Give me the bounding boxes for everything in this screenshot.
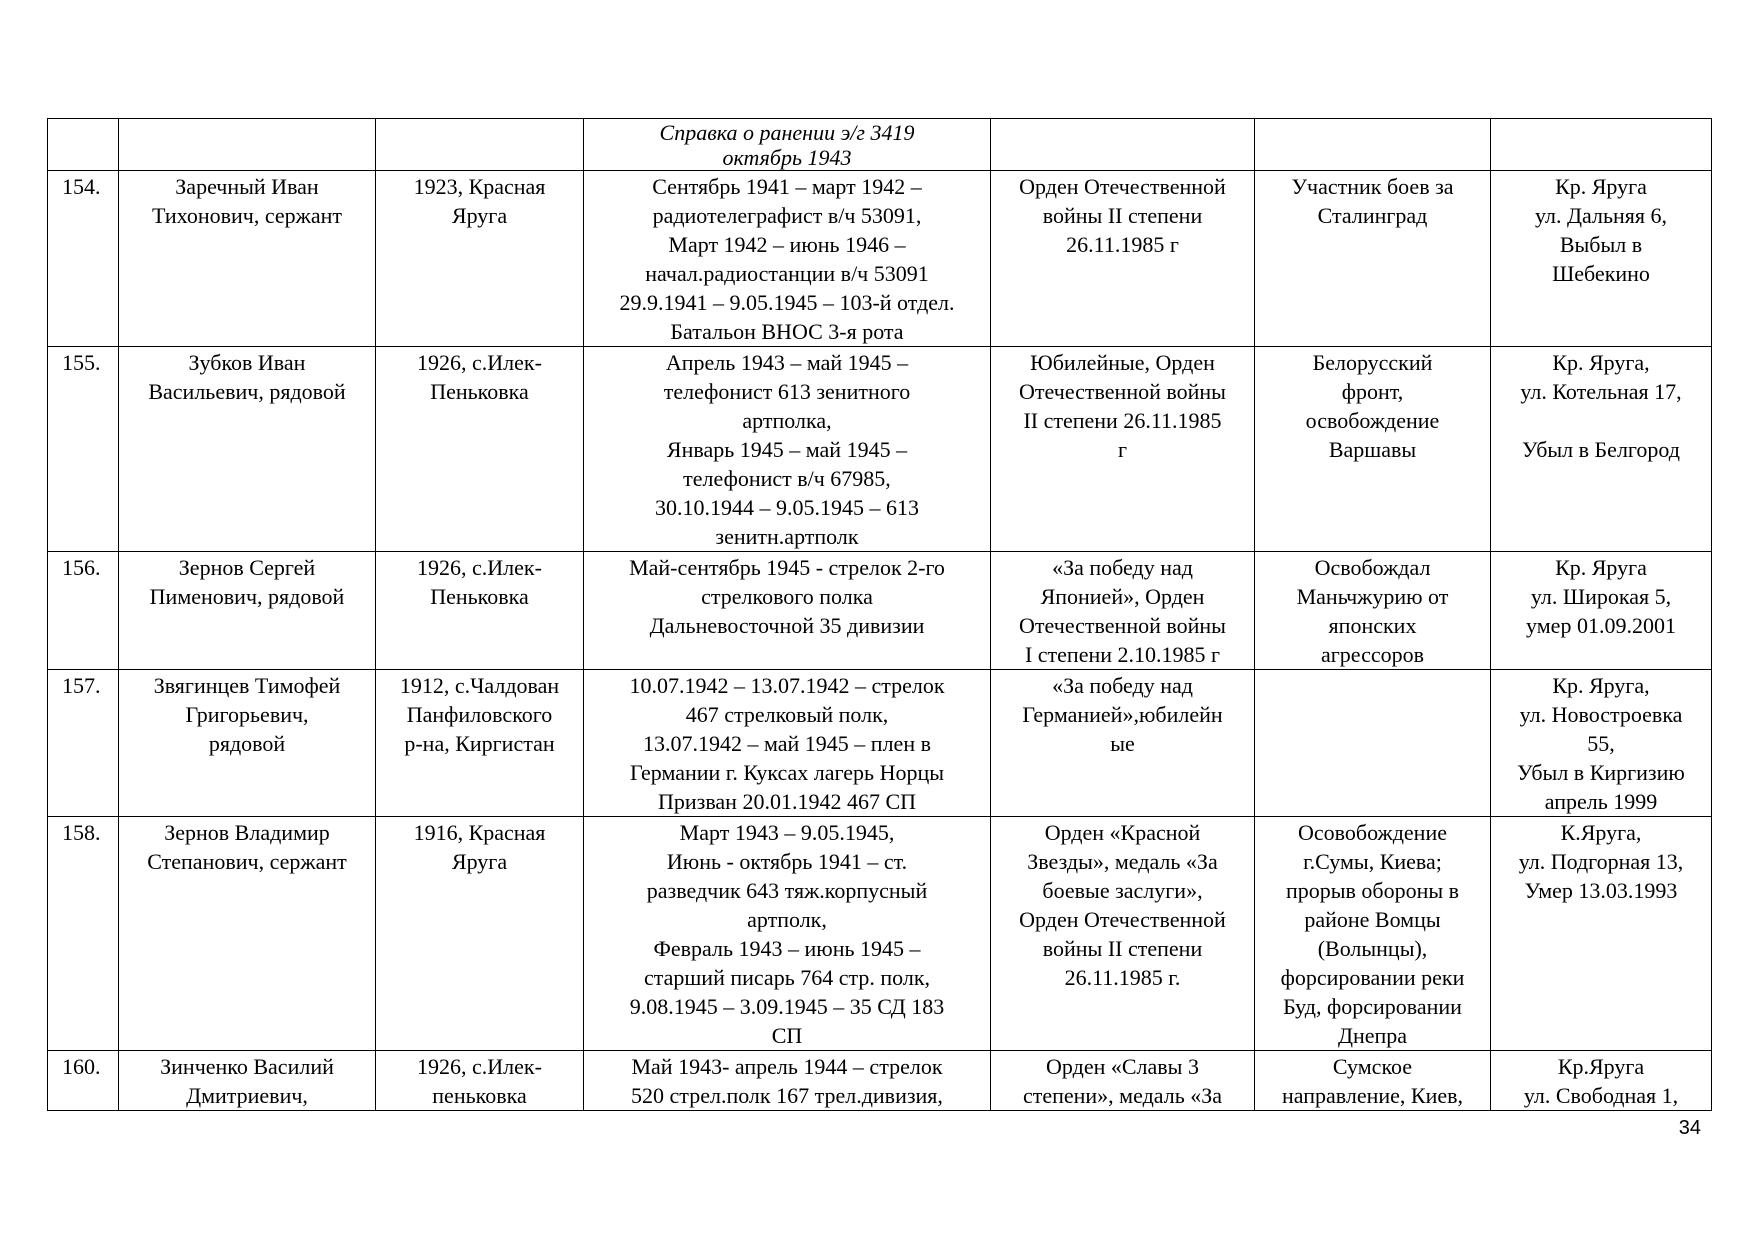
cell-battles xyxy=(1255,817,1491,1051)
cell-service xyxy=(584,1051,991,1111)
birth-line: Пеньковка xyxy=(430,584,529,609)
service-line: артполка, xyxy=(742,408,832,433)
cell-awards xyxy=(991,171,1255,347)
table-row-continuation xyxy=(48,119,1712,171)
battles-line: Белорусский xyxy=(1312,350,1433,375)
battles-line: Буд, форсировании xyxy=(1283,994,1462,1019)
veterans-table xyxy=(47,118,1712,1111)
birth-line: Пеньковка xyxy=(430,379,529,404)
cell-name xyxy=(119,171,376,347)
cell-battles xyxy=(1255,171,1491,347)
cell-battles xyxy=(1255,670,1491,817)
service-line: Дальневосточной 35 дивизии xyxy=(649,613,925,638)
battles-line: форсировании реки xyxy=(1280,965,1465,990)
cell-address xyxy=(1491,552,1712,670)
service-line: Март 1943 – 9.05.1945, xyxy=(679,820,895,845)
address-line: К.Яруга, xyxy=(1560,820,1642,845)
name-line: Звягинцев Тимофей xyxy=(153,673,341,698)
address-line: Убыл в Киргизию xyxy=(1517,760,1685,785)
service-line: телефонист в/ч 67985, xyxy=(683,466,891,491)
awards-line: Японией», Орден xyxy=(1040,584,1205,609)
address-line: Выбыл в xyxy=(1559,232,1643,257)
battles-line: направление, Киев, xyxy=(1281,1083,1464,1108)
battles-line: Варшавы xyxy=(1328,437,1417,462)
cell-awards xyxy=(991,347,1255,552)
cell-address xyxy=(1491,171,1712,347)
address-line: Кр.Яруга xyxy=(1557,1054,1645,1079)
address-line xyxy=(1496,406,1706,435)
cell-service-note xyxy=(584,119,991,171)
table-row xyxy=(48,171,1712,347)
service-line: Февраль 1943 – июнь 1945 – xyxy=(653,936,921,961)
service-line: 467 стрелковый полк, xyxy=(685,702,889,727)
address-line: Кр. Яруга xyxy=(1555,174,1647,199)
table-row xyxy=(48,1051,1712,1111)
awards-line: I степени 2.10.1985 г xyxy=(1024,642,1221,667)
service-line: 13.07.1942 – май 1945 – плен в xyxy=(643,731,931,756)
table-row xyxy=(48,670,1712,817)
cell-service xyxy=(584,552,991,670)
table-body xyxy=(48,119,1712,1111)
address-line: Умер 13.03.1993 xyxy=(1524,878,1678,903)
battles-line: Сумское xyxy=(1332,1054,1413,1079)
cell-address xyxy=(1491,347,1712,552)
cell-num: 156. xyxy=(48,552,119,670)
service-line: Апрель 1943 – май 1945 – xyxy=(665,350,909,375)
name-line: Заречный Иван xyxy=(175,174,319,199)
cell-battles xyxy=(1255,552,1491,670)
cell-battles xyxy=(1255,1051,1491,1111)
service-line: Сентябрь 1941 – март 1942 – xyxy=(652,174,922,199)
address-line: Шебекино xyxy=(1552,261,1650,286)
service-line: Призван 20.01.1942 467 СП xyxy=(657,789,917,814)
service-line: Германии г. Куксах лагерь Норцы xyxy=(629,760,945,785)
cell-num: 157. xyxy=(48,670,119,817)
cell-battles xyxy=(1255,119,1491,171)
cell-birth xyxy=(376,817,584,1051)
table-row xyxy=(48,817,1712,1051)
awards-line: боевые заслуги», xyxy=(1042,878,1203,903)
awards-line: Германией»,юбилейн xyxy=(1022,702,1223,727)
birth-line: р-на, Киргистан xyxy=(404,731,555,756)
awards-line: ые xyxy=(1110,731,1135,756)
cell-birth xyxy=(376,119,584,171)
address-line: ул. Новостроевка xyxy=(1519,702,1683,727)
battles-line: фронт, xyxy=(1341,379,1404,404)
battles-line: г.Сумы, Киева; xyxy=(1303,849,1442,874)
awards-line: Орден Отечественной xyxy=(1019,174,1226,199)
awards-line: г xyxy=(1117,437,1128,462)
battles-line: прорыв обороны в xyxy=(1285,878,1460,903)
cell-service xyxy=(584,171,991,347)
cell-name xyxy=(119,817,376,1051)
battles-line: районе Вомцы xyxy=(1304,907,1441,932)
cell-birth xyxy=(376,347,584,552)
service-line: Батальон ВНОС 3-я рота xyxy=(670,319,904,344)
address-line: ул. Котельная 17, xyxy=(1520,379,1682,404)
cell-address xyxy=(1491,119,1712,171)
battles-line: Освобождал xyxy=(1314,555,1431,580)
address-line: апрель 1999 xyxy=(1544,789,1658,814)
cell-num xyxy=(48,119,119,171)
awards-line: Отечественной войны xyxy=(1019,613,1226,638)
service-line: 520 стрел.полк 167 трел.дивизия, xyxy=(631,1083,943,1108)
address-line: Кр. Яруга xyxy=(1555,555,1647,580)
service-line: Июнь - октябрь 1941 – ст. xyxy=(666,849,908,874)
birth-line: пеньковка xyxy=(432,1083,527,1108)
cell-awards xyxy=(991,817,1255,1051)
awards-line: войны II степени xyxy=(1042,936,1203,961)
name-line: Пименович, рядовой xyxy=(149,584,345,609)
address-line: Убыл в Белгород xyxy=(1522,437,1680,462)
service-line: СП xyxy=(771,1023,803,1048)
address-line: 55, xyxy=(1587,731,1615,756)
cell-birth xyxy=(376,171,584,347)
cell-name xyxy=(119,670,376,817)
birth-line: Панфиловского xyxy=(406,702,553,727)
cell-service xyxy=(584,670,991,817)
awards-line: Орден Отечественной xyxy=(1019,907,1226,932)
awards-line: Орден «Славы 3 xyxy=(1046,1054,1199,1079)
cell-address xyxy=(1491,670,1712,817)
awards-line: «За победу над xyxy=(1052,555,1193,580)
battles-line: освобождение xyxy=(1305,408,1440,433)
awards-line: Звезды», медаль «За xyxy=(1027,849,1218,874)
name-line: рядовой xyxy=(208,731,286,756)
birth-line: Яруга xyxy=(451,849,508,874)
address-line: Кр. Яруга, xyxy=(1552,350,1650,375)
awards-line: II степени 26.11.1985 xyxy=(1023,408,1222,433)
awards-line: войны II степени xyxy=(1042,203,1203,228)
battles-line: Участник боев за xyxy=(1291,174,1454,199)
cell-num: 155. xyxy=(48,347,119,552)
birth-line: 1923, Красная xyxy=(413,174,546,199)
service-line: 29.9.1941 – 9.05.1945 – 103-й отдел. xyxy=(619,290,955,315)
table-row xyxy=(48,552,1712,670)
name-line: Зернов Сергей xyxy=(178,555,316,580)
cell-service xyxy=(584,347,991,552)
name-line: Зубков Иван xyxy=(188,350,306,375)
cell-birth xyxy=(376,1051,584,1111)
awards-line: 26.11.1985 г. xyxy=(1064,965,1181,990)
address-line: ул. Дальняя 6, xyxy=(1535,203,1667,228)
service-line: 9.08.1945 – 3.09.1945 – 35 СД 183 xyxy=(629,994,945,1019)
name-line: Васильевич, рядовой xyxy=(148,379,346,404)
page-number: 34 xyxy=(1678,1117,1701,1139)
address-line: ул. Подгорная 13, xyxy=(1518,849,1684,874)
service-line: 30.10.1944 – 9.05.1945 – 613 xyxy=(655,495,919,520)
name-line: Зинченко Василий xyxy=(160,1054,334,1079)
name-line: Зернов Владимир xyxy=(164,820,330,845)
cell-birth xyxy=(376,552,584,670)
cell-name xyxy=(119,119,376,171)
awards-line: 26.11.1985 г xyxy=(1066,232,1179,257)
cell-num: 160. xyxy=(48,1051,119,1111)
awards-line: Отечественной войны xyxy=(1019,379,1226,404)
birth-line: 1926, с.Илек- xyxy=(417,1054,542,1079)
name-line: Дмитриевич, xyxy=(186,1083,308,1108)
battles-line: (Волынцы), xyxy=(1317,936,1428,961)
address-line: ул. Свободная 1, xyxy=(1523,1083,1679,1108)
service-note-line: октябрь 1943 xyxy=(722,145,852,170)
birth-line: 1926, с.Илек- xyxy=(417,350,542,375)
awards-line: Орден «Красной xyxy=(1044,820,1201,845)
service-line: зенитн.артполк xyxy=(715,524,859,549)
service-line: разведчик 643 тяж.корпусный xyxy=(646,878,928,903)
awards-line: Юбилейные, Орден xyxy=(1030,350,1215,375)
battles-line: японских xyxy=(1328,613,1417,638)
service-line: стрелкового полка xyxy=(701,584,873,609)
service-line: артполк, xyxy=(747,907,827,932)
service-line: Март 1942 – июнь 1946 – xyxy=(668,232,906,257)
cell-address xyxy=(1491,1051,1712,1111)
birth-line: 1926, с.Илек- xyxy=(417,555,542,580)
service-line: телефонист 613 зенитного xyxy=(663,379,911,404)
awards-line: «За победу над xyxy=(1052,673,1193,698)
battles-line: Днепра xyxy=(1337,1023,1408,1048)
service-line: Май 1943- апрель 1944 – стрелок xyxy=(631,1054,943,1079)
cell-num: 154. xyxy=(48,171,119,347)
address-line: умер 01.09.2001 xyxy=(1526,613,1676,638)
cell-awards xyxy=(991,670,1255,817)
cell-awards xyxy=(991,1051,1255,1111)
cell-birth xyxy=(376,670,584,817)
cell-name xyxy=(119,1051,376,1111)
battles-line: Сталинград xyxy=(1317,203,1428,228)
battles-line: агрессоров xyxy=(1320,642,1425,667)
service-line: 10.07.1942 – 13.07.1942 – стрелок xyxy=(629,673,945,698)
service-line: начал.радиостанции в/ч 53091 xyxy=(645,261,929,286)
service-line: старший писарь 764 стр. полк, xyxy=(643,965,931,990)
birth-line: Яруга xyxy=(451,203,508,228)
awards-line: степени», медаль «За xyxy=(1022,1083,1223,1108)
cell-awards xyxy=(991,119,1255,171)
cell-awards xyxy=(991,552,1255,670)
cell-battles xyxy=(1255,347,1491,552)
service-note-line: Справка о ранении э/г 3419 xyxy=(659,120,915,145)
service-line: Май-сентябрь 1945 - стрелок 2-го xyxy=(629,555,945,580)
service-line: Январь 1945 – май 1945 – xyxy=(666,437,908,462)
name-line: Григорьевич, xyxy=(185,702,309,727)
battles-line: Маньчжурию от xyxy=(1296,584,1449,609)
cell-address xyxy=(1491,817,1712,1051)
table-row xyxy=(48,347,1712,552)
name-line: Тихонович, сержант xyxy=(152,203,342,228)
name-line: Степанович, сержант xyxy=(147,849,347,874)
cell-service xyxy=(584,817,991,1051)
birth-line: 1916, Красная xyxy=(413,820,546,845)
cell-name xyxy=(119,347,376,552)
service-line: радиотелеграфист в/ч 53091, xyxy=(652,203,922,228)
address-line: Кр. Яруга, xyxy=(1552,673,1650,698)
cell-num: 158. xyxy=(48,817,119,1051)
cell-name xyxy=(119,552,376,670)
birth-line: 1912, с.Чалдован xyxy=(399,673,560,698)
battles-line: Осовобождение xyxy=(1297,820,1447,845)
address-line: ул. Широкая 5, xyxy=(1530,584,1672,609)
